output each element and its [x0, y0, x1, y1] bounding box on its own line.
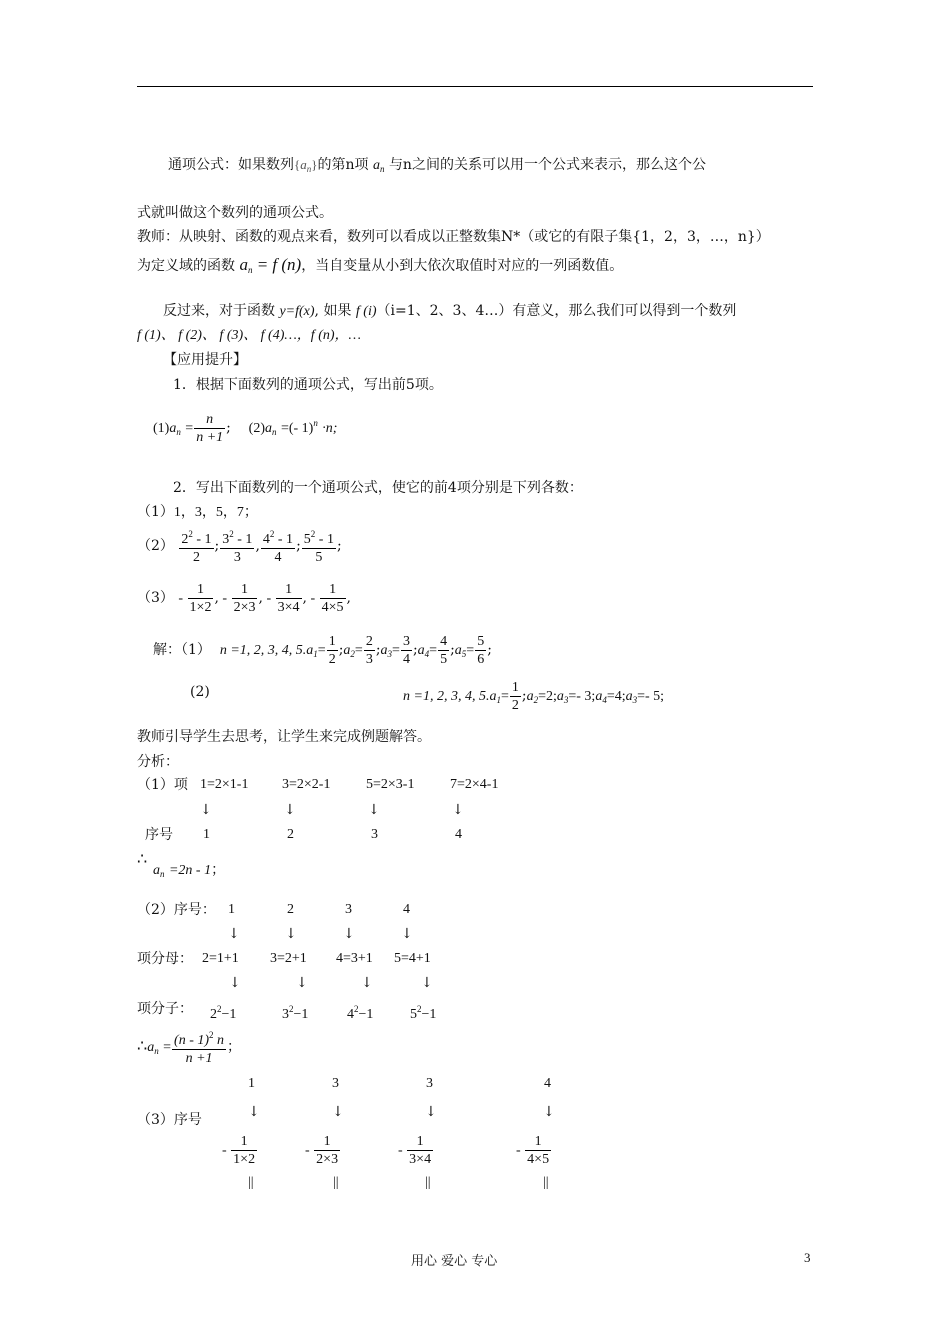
footer-text: 用心 爱心 专心 [411, 1254, 498, 1269]
p2-num-label: 项分子： [137, 1001, 193, 1017]
arrow-down-icon: ↓ [452, 802, 464, 818]
arrow-down-icon: ↓ [421, 975, 433, 991]
section-title: 【应用提升】 [163, 352, 247, 368]
analysis-2-result: $\therefore a_n$ = $\frac{(n - 1)^2 n}{n +1}$ ； [137, 1026, 241, 1071]
analysis-2-label: （2）序号： [137, 902, 216, 918]
q2-sub-3: （3） - $\frac{1}{1\times 2}$ , - $\frac{1}{2\times 3}$ , - $\frac{1}{3\times 4}$ , - $\frac{1}{4\times 5}$ , [137, 581, 351, 615]
arrow-down-icon: ↓ [425, 1104, 437, 1120]
seq-num: 2 [287, 827, 294, 842]
p2-den: 4=3+1 [336, 951, 373, 966]
p2-den: 2=1+1 [202, 951, 239, 966]
analysis-1-term-3: 5=2×3-1 [366, 777, 415, 792]
p3-label: （3）序号 [137, 1112, 202, 1128]
arrow-down-icon: ↓ [332, 1104, 344, 1120]
p3-eq: || [248, 1175, 254, 1190]
arrow-down-icon: ↓ [248, 1104, 260, 1120]
seq-num: 1 [203, 827, 210, 842]
solution-2: n =1, 2, 3, 4, $5.a_1=$ $\frac{1}{2}$ $;a_2=2;a_3=-$ $3;a_4=4;a_3=-$ 5; [403, 679, 665, 713]
p2-num: $3^2-1$ [282, 1004, 309, 1022]
p3-eq: || [425, 1175, 431, 1190]
p3-frac: - $\frac{1}{2\times 3}$ [305, 1133, 339, 1167]
analysis-1-term-4: 7=2×4-1 [450, 777, 499, 792]
arrow-down-icon: ↓ [401, 926, 413, 942]
p2-seq: 4 [403, 902, 410, 917]
q1-formulas: $(1)a_n$ = $\frac{n}{n +1}$ ; $(2)a_n$ =(- 1)$^n$ ·n; [153, 411, 338, 445]
analysis-1-result: $a_n =2n - 1$； [153, 862, 226, 879]
page-number: 3 [804, 1250, 811, 1265]
seq-num: 3 [371, 827, 378, 842]
intro-line-2: 式就叫做这个数列的通项公式。 [137, 205, 333, 221]
arrow-down-icon: ↓ [200, 802, 212, 818]
p2-num: $5^2-1$ [410, 1004, 437, 1022]
arrow-down-icon: ↓ [284, 802, 296, 818]
arrow-down-icon: ↓ [368, 802, 380, 818]
p3-top: 1 [248, 1076, 255, 1091]
intro-line-1: 通项公式：如果数列$\{a_n\}$的第n项 $a_n$ 与n之间的关系可以用一个公式来表示，那么这个公 [168, 157, 706, 174]
solution-1: 解：（1） n =1, 2, 3, 4, $5.a_1=$ $\frac{1}{2}$ $;a_2=$ $\frac{2}{3}$ $;a_3=$ $\frac{3}{4}$ $;a_4=$ $\frac{4}{5}$ $;a_5=$ $\frac{5}{6}$ ; [153, 633, 492, 667]
sequence-set: $\{a_n\}$ [294, 157, 318, 174]
reverse-line-1: 反过来，对于函数 y=f(x), 如果 f (i)（i=1、2、3、4…）有意义，那么我们可以得到一个数列 [163, 303, 737, 319]
arrow-down-icon: ↓ [228, 926, 240, 942]
p3-frac: - $\frac{1}{3\times 4}$ [398, 1133, 432, 1167]
analysis-1-term-2: 3=2×2-1 [282, 777, 331, 792]
p3-top: 3 [426, 1076, 433, 1091]
q2-text: 2．写出下面数列的一个通项公式，使它的前4项分别是下列各数： [173, 480, 583, 496]
solution-2-label: (2) [190, 684, 210, 700]
p3-eq: || [543, 1175, 549, 1190]
q2-sub-2: （2） $\frac{2^2 - 1}{2}$ ; $\frac{3^2 - 1}{3}$ , $\frac{4^2 - 1}{4}$ ; $\frac{5^2 - 1}{5}$ ; [137, 526, 342, 566]
seq-label: 序号 [145, 827, 173, 843]
analysis-title: 分析： [137, 754, 179, 770]
p2-num: $4^2-1$ [347, 1004, 374, 1022]
p3-top: 3 [332, 1076, 339, 1091]
arrow-down-icon: ↓ [361, 975, 373, 991]
p2-seq: 1 [228, 902, 235, 917]
arrow-down-icon: ↓ [543, 1104, 555, 1120]
analysis-1-term-1: 1=2×1-1 [200, 777, 249, 792]
p3-eq: || [333, 1175, 339, 1190]
p2-den: 5=4+1 [394, 951, 431, 966]
q2-sub-1: （1）1，3，5，7； [137, 504, 258, 520]
function-formula: $a_n = f$ (n) [239, 255, 302, 275]
guide-text: 教师引导学生去思考，让学生来完成例题解答。 [137, 729, 431, 745]
analysis-1-label: （1）项 [137, 777, 188, 793]
p3-top: 4 [544, 1076, 551, 1091]
q1-text: 1．根据下面数列的通项公式，写出前5项。 [173, 377, 443, 393]
arrow-down-icon: ↓ [343, 926, 355, 942]
seq-num: 4 [455, 827, 462, 842]
teacher-line-2: 为定义域的函数 $a_n = f$ (n)，当自变量从小到大依次取值时对应的一列函数值。 [137, 255, 624, 275]
p2-seq: 2 [287, 902, 294, 917]
arrow-down-icon: ↓ [285, 926, 297, 942]
p2-seq: 3 [345, 902, 352, 917]
p3-frac: - $\frac{1}{4\times 5}$ [516, 1133, 550, 1167]
term-an: $a_n$ [372, 158, 385, 174]
arrow-down-icon: ↓ [229, 975, 241, 991]
teacher-line-1: 教师：从映射、函数的观点来看，数列可以看成以正整数集N*（或它的有限子集{1，2，3，…，n}） [137, 229, 770, 245]
header-rule [137, 86, 813, 87]
p2-num: $2^2-1$ [210, 1004, 237, 1022]
arrow-down-icon: ↓ [296, 975, 308, 991]
p2-den-label: 项分母： [137, 951, 193, 967]
p3-frac: - $\frac{1}{1\times 2}$ [222, 1133, 256, 1167]
p2-den: 3=2+1 [270, 951, 307, 966]
therefore-symbol: ∴ [137, 849, 148, 868]
reverse-line-2: f (1)、 f (2)、 f (3)、 f (4)…，f (n)，… [137, 328, 361, 343]
